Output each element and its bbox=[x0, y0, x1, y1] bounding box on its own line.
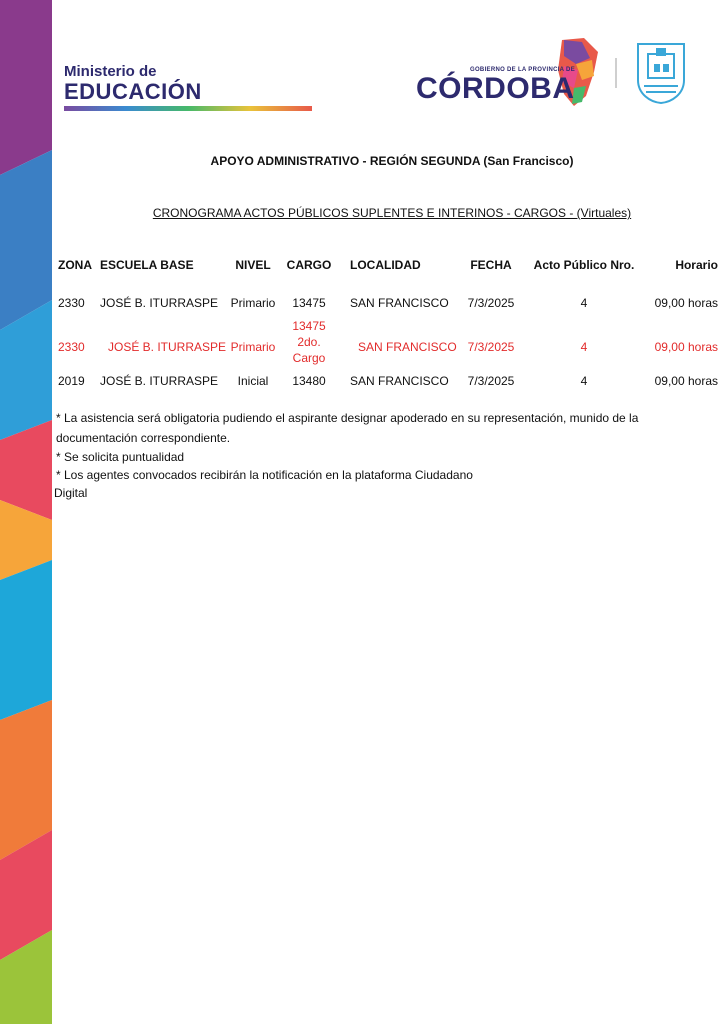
cell-nivel: Inicial bbox=[237, 374, 269, 388]
schedule-table bbox=[56, 258, 724, 388]
cell-escuela: JOSÉ B. ITURRASPE bbox=[108, 340, 227, 354]
header-acto: Acto Público Nro. bbox=[533, 258, 635, 272]
ministry-line1: Ministerio de bbox=[64, 63, 157, 80]
document-subtitle: CRONOGRAMA ACTOS PÚBLICOS SUPLENTES E INTERINOS - CARGOS - (Virtuales) bbox=[152, 206, 632, 220]
document-title: APOYO ADMINISTRATIVO - REGIÓN SEGUNDA (San Francisco) bbox=[210, 154, 574, 168]
cell-cargo-line1: 13475 bbox=[292, 319, 326, 333]
header-horario: Horario bbox=[675, 258, 718, 272]
header-zona: ZONA bbox=[58, 258, 92, 272]
ministry-line2: EDUCACIÓN bbox=[64, 79, 202, 104]
cell-fecha: 7/3/2025 bbox=[467, 374, 515, 388]
cell-fecha: 7/3/2025 bbox=[467, 340, 515, 354]
province-label: GOBIERNO DE LA PROVINCIA DE bbox=[470, 67, 575, 73]
cell-escuela: JOSÉ B. ITURRASPE bbox=[100, 374, 219, 388]
province-name: CÓRDOBA bbox=[416, 72, 575, 105]
logo-divider bbox=[615, 58, 617, 88]
cell-nivel: Primario bbox=[230, 296, 276, 310]
cell-cargo: 13475 bbox=[292, 296, 326, 310]
cell-zona: 2330 bbox=[58, 296, 85, 310]
cell-escuela: JOSÉ B. ITURRASPE bbox=[100, 296, 219, 310]
cell-cargo-line2: 2do. bbox=[297, 335, 321, 349]
header-escuela: ESCUELA BASE bbox=[100, 258, 194, 272]
cell-acto: 4 bbox=[580, 296, 588, 310]
table-header-row bbox=[56, 258, 724, 280]
cell-cargo-multiline bbox=[284, 318, 334, 366]
cell-acto: 4 bbox=[580, 374, 588, 388]
header-fecha: FECHA bbox=[470, 258, 512, 272]
header-cargo: CARGO bbox=[286, 258, 332, 272]
note-puntualidad: * Se solicita puntualidad bbox=[56, 450, 185, 464]
cell-fecha: 7/3/2025 bbox=[467, 296, 515, 310]
cell-localidad: SAN FRANCISCO bbox=[350, 296, 449, 310]
header-localidad: LOCALIDAD bbox=[350, 258, 421, 272]
cell-localidad: SAN FRANCISCO bbox=[358, 340, 457, 354]
cell-acto: 4 bbox=[580, 340, 588, 354]
cell-horario: 09,00 horas bbox=[654, 374, 718, 388]
cell-horario: 09,00 horas bbox=[654, 296, 718, 310]
cell-localidad: SAN FRANCISCO bbox=[350, 374, 449, 388]
page-header bbox=[0, 0, 724, 120]
cell-zona: 2330 bbox=[58, 340, 85, 354]
cell-nivel: Primario bbox=[230, 340, 276, 354]
ministry-logo-stripe bbox=[64, 106, 312, 111]
cell-cargo-line3: Cargo bbox=[292, 351, 326, 365]
decorative-side-band bbox=[0, 0, 52, 1024]
cell-cargo: 13480 bbox=[292, 374, 326, 388]
notes-section bbox=[56, 408, 696, 502]
cell-horario: 09,00 horas bbox=[654, 340, 718, 354]
note-asistencia: * La asistencia será obligatoria pudiendo el aspirante designar apoderado en su representación, munido de la documentación correspondiente. bbox=[56, 411, 639, 445]
cell-zona: 2019 bbox=[58, 374, 85, 388]
note-notificacion: * Los agentes convocados recibirán la notificación en la plataforma Ciudadano bbox=[56, 468, 473, 482]
header-nivel: NIVEL bbox=[235, 258, 271, 272]
cordoba-seal-icon bbox=[632, 40, 690, 104]
note-notificacion-cont: Digital bbox=[54, 486, 88, 500]
ministry-logo bbox=[64, 64, 312, 111]
